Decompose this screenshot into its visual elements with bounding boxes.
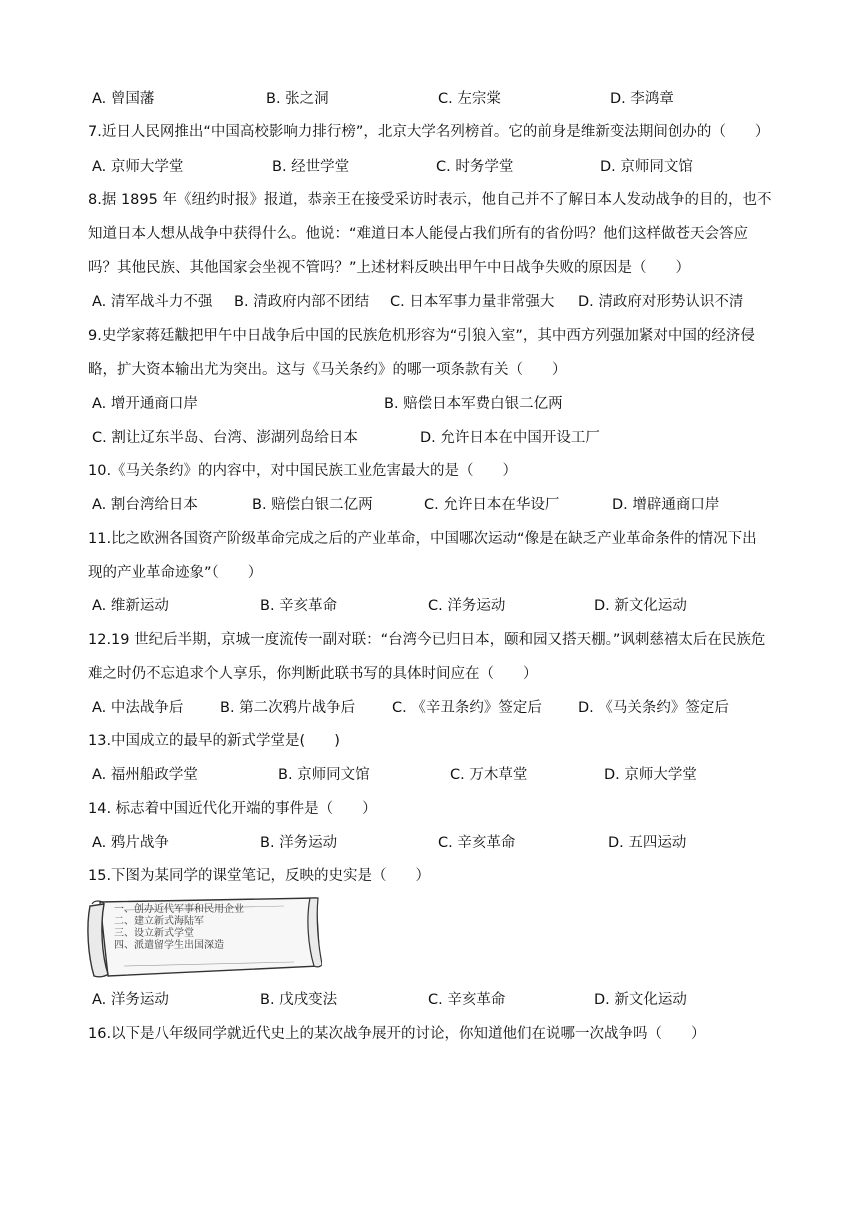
q9-stem-line-2: 略，扩大资本输出尤为突出。这与《马关条约》的哪一项条款有关（ ）: [88, 362, 567, 378]
q10-option-a: A. 割台湾给日本: [92, 497, 198, 513]
q7-option-a: A. 京师大学堂: [92, 159, 184, 175]
q13-option-c: C. 万木草堂: [450, 767, 528, 783]
scroll-note-3: 三、设立新式学堂: [114, 928, 194, 939]
q9-option-a: A. 增开通商口岸: [92, 396, 198, 412]
q10-option-c: C. 允许日本在华设厂: [424, 497, 560, 513]
q11-option-a: A. 维新运动: [92, 598, 169, 614]
q7-stem: 7.近日人民网推出“中国高校影响力排行榜”，北京大学名列榜首。它的前身是维新变法期间创办的（ ）: [88, 124, 770, 140]
q11-option-d: D. 新文化运动: [594, 598, 687, 614]
q12-stem-line-1: 12.19 世纪后半期，京城一度流传一副对联：“台湾今已归日本，颐和园又搭天棚。”讽刺慈禧太后在民族危: [88, 632, 766, 648]
q12-option-d: D. 《马关条约》签定后: [578, 700, 729, 716]
q12-option-b: B. 第二次鸦片战争后: [220, 700, 356, 716]
q14-stem: 14. 标志着中国近代化开端的事件是（ ）: [88, 801, 377, 817]
q8-stem-line-3: 吗？其他民族、其他国家会坐视不管吗？”上述材料反映出甲午中日战争失败的原因是（ ）: [88, 260, 691, 276]
q9-option-b: B. 赔偿日本军费白银二亿两: [384, 396, 563, 412]
q8-option-b: B. 清政府内部不团结: [234, 294, 370, 310]
scroll-note-2: 二、建立新式海陆军: [114, 916, 204, 927]
q8-stem-line-1: 8.据 1895 年《纽约时报》报道，恭亲王在接受采访时表示，他自己并不了解日本人发动战争的目的，也不: [88, 192, 772, 208]
q7-option-d: D. 京师同文馆: [600, 159, 693, 175]
q6-option-b: B. 张之洞: [266, 91, 329, 107]
class-notes-scroll-image: [84, 896, 322, 980]
q10-option-b: B. 赔偿白银二亿两: [252, 497, 373, 513]
scroll-note-4: 四、派遣留学生出国深造: [114, 940, 224, 951]
q12-option-a: A. 中法战争后: [92, 700, 184, 716]
q8-stem-line-2: 知道日本人想从战争中获得什么。他说：“难道日本人能侵占我们所有的省份吗？他们这样做苍天会答应: [88, 226, 749, 242]
q14-option-d: D. 五四运动: [608, 835, 687, 851]
scroll-notes: [114, 904, 244, 952]
q13-stem: 13.中国成立的最早的新式学堂是( ): [88, 733, 340, 749]
q11-stem-line-2: 现的产业革命迹象”（ ）: [88, 565, 263, 581]
q15-stem: 15.下图为某同学的课堂笔记，反映的史实是（ ）: [88, 868, 431, 884]
q6-option-a: A. 曾国藩: [92, 91, 155, 107]
q12-stem-line-2: 难之时仍不忘追求个人享乐，你判断此联书写的具体时间应在（ ）: [88, 666, 538, 682]
scroll-note-1: 一、创办近代军事和民用企业: [114, 904, 244, 915]
q15-option-c: C. 辛亥革命: [428, 992, 506, 1008]
q14-option-a: A. 鸦片战争: [92, 835, 169, 851]
q15-option-a: A. 洋务运动: [92, 992, 169, 1008]
q10-option-d: D. 增辟通商口岸: [612, 497, 720, 513]
q11-stem-line-1: 11.比之欧洲各国资产阶级革命完成之后的产业革命，中国哪次运动“像是在缺乏产业革命条件的情况下出: [88, 531, 757, 547]
q14-option-b: B. 洋务运动: [260, 835, 338, 851]
q8-option-d: D. 清政府对形势认识不清: [578, 294, 744, 310]
q15-option-b: B. 戊戌变法: [260, 992, 338, 1008]
q8-option-c: C. 日本军事力量非常强大: [390, 294, 555, 310]
q10-stem: 10.《马关条约》的内容中，对中国民族工业危害最大的是（ ）: [88, 463, 518, 479]
q13-option-b: B. 京师同文馆: [278, 767, 370, 783]
q6-option-c: C. 左宗棠: [438, 91, 501, 107]
q6-option-d: D. 李鸿章: [610, 91, 674, 107]
q8-option-a: A. 清军战斗力不强: [92, 294, 213, 310]
q9-stem-line-1: 9.史学家蒋廷黻把甲午中日战争后中国的民族危机形容为“引狼入室”，其中西方列强加紧对中国的经济侵: [88, 328, 755, 344]
q13-option-d: D. 京师大学堂: [604, 767, 697, 783]
q11-option-b: B. 辛亥革命: [260, 598, 338, 614]
q11-option-c: C. 洋务运动: [428, 598, 506, 614]
q7-option-c: C. 时务学堂: [436, 159, 514, 175]
q9-option-d: D. 允许日本在中国开设工厂: [420, 430, 600, 446]
q9-option-c: C. 割让辽东半岛、台湾、澎湖列岛给日本: [92, 430, 358, 446]
q15-option-d: D. 新文化运动: [594, 992, 687, 1008]
q13-option-a: A. 福州船政学堂: [92, 767, 198, 783]
q14-option-c: C. 辛亥革命: [438, 835, 516, 851]
q7-option-b: B. 经世学堂: [272, 159, 350, 175]
q12-option-c: C. 《辛丑条约》签定后: [392, 700, 542, 716]
q16-stem: 16.以下是八年级同学就近代史上的某次战争展开的讨论，你知道他们在说哪一次战争吗（ ）: [88, 1026, 706, 1042]
